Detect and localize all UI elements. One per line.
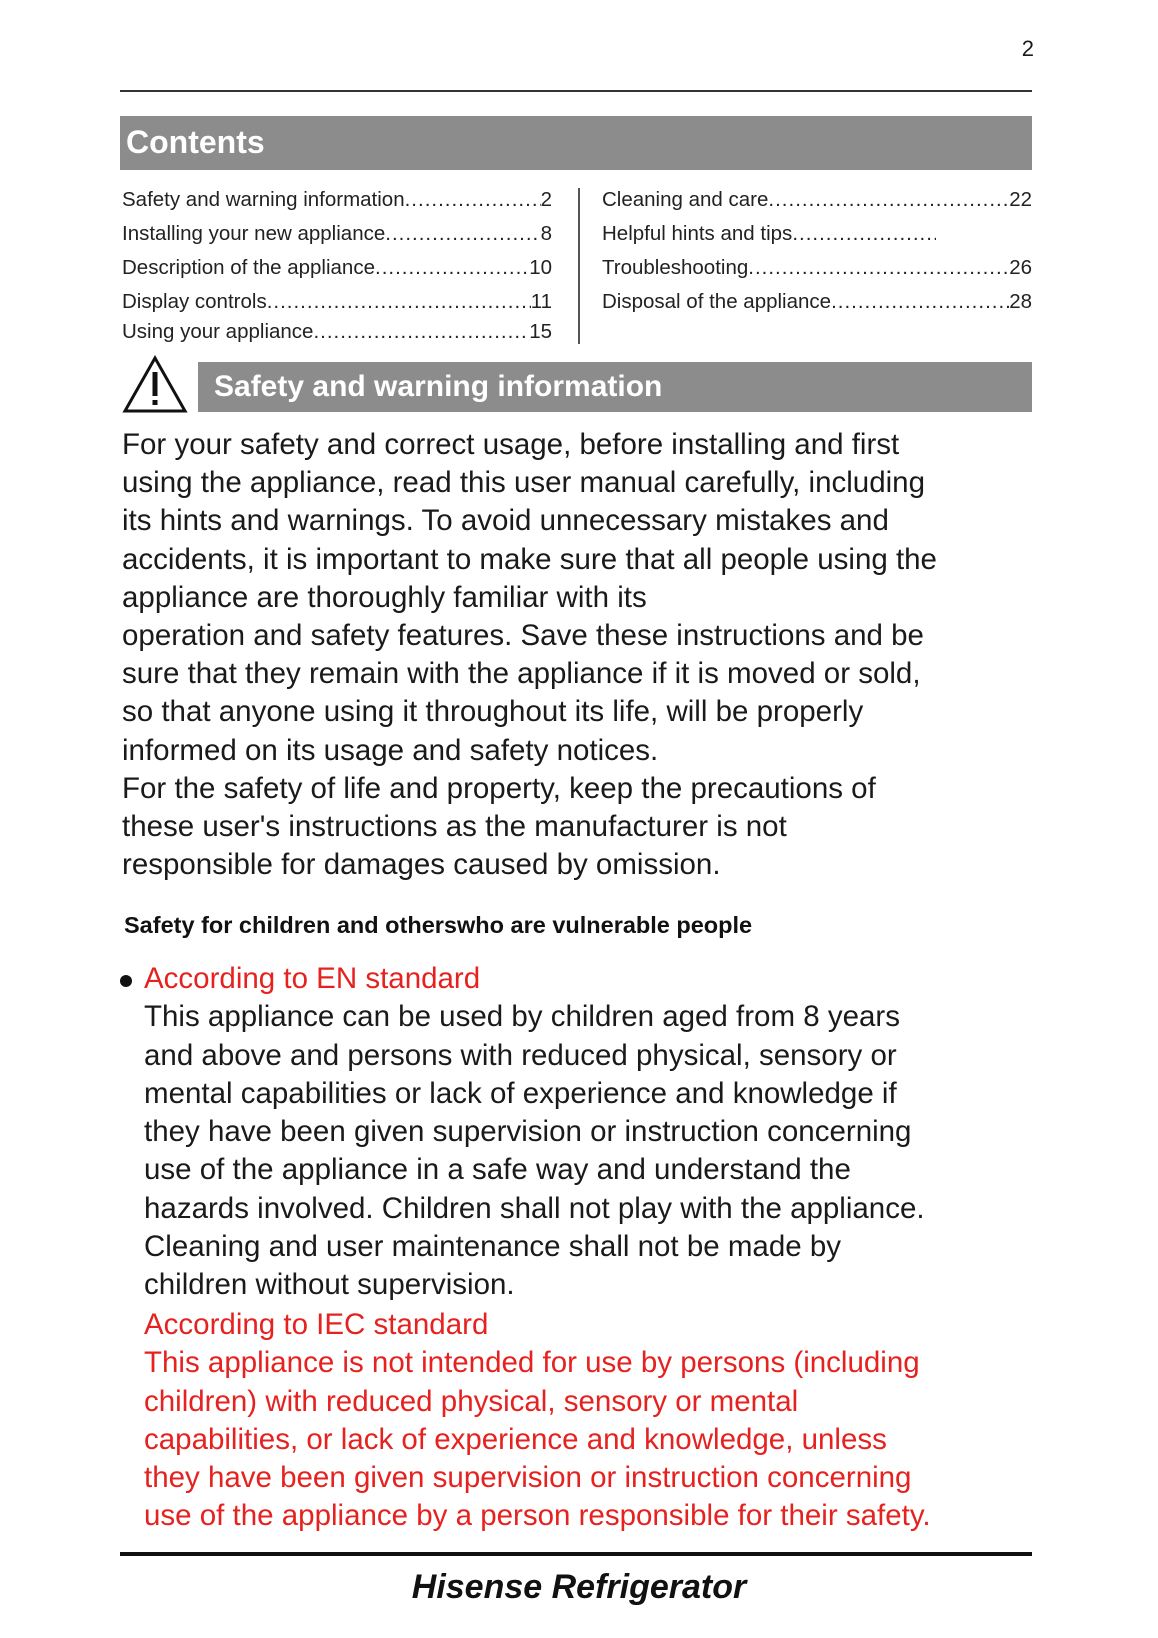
toc-entry-page: 26: [1009, 256, 1032, 279]
toc-entry-page: 15: [529, 320, 552, 343]
toc-entry[interactable]: [122, 319, 552, 347]
contents-heading: Contents: [126, 124, 265, 160]
en-standard-line: they have been given supervision or instruction concerning: [144, 1115, 912, 1149]
page-number: 2: [1021, 36, 1034, 61]
safety-intro-text: [122, 426, 1042, 884]
iec-standard-line: capabilities, or lack of experience and knowledge, unless: [144, 1422, 887, 1456]
toc-entry-title: Cleaning and care: [602, 188, 769, 211]
toc-entry-title: Safety and warning information: [122, 188, 405, 211]
intro-line: using the appliance, read this user manual carefully, including: [122, 466, 925, 500]
iec-standard-line: they have been given supervision or instruction concerning: [144, 1461, 912, 1495]
intro-line: responsible for damages caused by omission.: [122, 848, 721, 882]
footer-divider: [120, 1552, 1032, 1556]
intro-line: so that anyone using it throughout its life, will be properly: [122, 695, 864, 729]
en-standard-line: mental capabilities or lack of experience and knowledge if: [144, 1076, 897, 1110]
toc-right-column: [602, 183, 1032, 319]
en-standard-line: and above and persons with reduced physical, sensory or: [144, 1038, 897, 1072]
toc-entry-page: 10: [529, 256, 552, 279]
toc-entry-title: Helpful hints and tips: [602, 222, 793, 245]
safety-header-bar: [198, 362, 1032, 412]
iec-standard-line: This appliance is not intended for use by persons (including: [144, 1346, 920, 1380]
intro-line: accidents, it is important to make sure that all people using the: [122, 542, 937, 576]
toc-entry[interactable]: [602, 251, 1032, 285]
toc-entry-page: 8: [540, 222, 552, 245]
intro-line: appliance are thoroughly familiar with its: [122, 580, 647, 614]
iec-standard-heading: According to IEC standard: [144, 1308, 489, 1341]
toc-entry[interactable]: [602, 183, 1032, 217]
toc-leader-dots: [267, 285, 531, 319]
en-standard-line: children without supervision.: [144, 1268, 515, 1302]
bullet-icon: [120, 975, 132, 987]
toc-leader-dots: [748, 251, 1009, 285]
safety-heading: Safety and warning information: [214, 370, 663, 403]
toc-entry[interactable]: [602, 285, 1032, 319]
top-divider: [120, 90, 1032, 92]
en-standard-line: hazards involved. Children shall not play with the appliance.: [144, 1191, 925, 1225]
footer-brand: Hisense Refrigerator: [411, 1568, 747, 1606]
children-safety-heading: Safety for children and otherswho are vulnerable people: [124, 912, 753, 938]
toc-entry-title: Installing your new appliance: [122, 222, 386, 245]
intro-line: sure that they remain with the appliance if it is moved or sold,: [122, 657, 921, 691]
intro-line: these user's instructions as the manufacturer is not: [122, 809, 787, 843]
toc-entry[interactable]: [122, 251, 552, 285]
intro-line: For the safety of life and property, keep the precautions of: [122, 771, 876, 805]
toc-left-column: [122, 183, 552, 347]
toc-entry[interactable]: [122, 183, 552, 217]
en-standard-line: use of the appliance in a safe way and understand the: [144, 1153, 851, 1187]
warning-triangle-icon: [122, 354, 188, 414]
intro-line: informed on its usage and safety notices.: [122, 733, 659, 767]
toc-entry[interactable]: [122, 217, 552, 251]
toc-entry[interactable]: [602, 217, 1032, 251]
toc-entry-title: Troubleshooting: [602, 256, 749, 279]
toc-entry-title: Using your appliance: [122, 320, 314, 343]
toc-entry-title: Disposal of the appliance: [602, 290, 832, 313]
toc-entry-title: Display controls: [122, 290, 267, 313]
toc-entry-title: Description of the appliance: [122, 256, 375, 279]
iec-standard-line: use of the appliance by a person responsible for their safety.: [144, 1499, 931, 1533]
intro-line: For your safety and correct usage, before installing and first: [122, 428, 900, 461]
toc-entry-page: 22: [1009, 188, 1032, 211]
toc-leader-dots: [831, 285, 1009, 319]
en-standard-line: Cleaning and user maintenance shall not be made by: [144, 1230, 841, 1264]
toc-leader-dots: [405, 183, 541, 217]
en-standard-line: This appliance can be used by children aged from 8 years: [144, 1000, 900, 1034]
toc-leader-dots: [375, 251, 529, 285]
intro-line: its hints and warnings. To avoid unnecessary mistakes and: [122, 504, 889, 538]
toc-entry-page: 2: [540, 188, 552, 211]
toc-entry-page: 28: [1009, 290, 1032, 313]
intro-line: operation and safety features. Save these instructions and be: [122, 618, 924, 652]
toc-leader-dots: [792, 217, 936, 251]
contents-header-bar: [120, 116, 1032, 170]
toc-entry-page: 11: [530, 290, 552, 313]
iec-standard-line: children) with reduced physical, sensory or mental: [144, 1384, 799, 1418]
toc-leader-dots: [768, 183, 1009, 217]
toc-column-divider: [578, 188, 580, 344]
toc-leader-dots: [313, 319, 529, 347]
iec-standard-block: [144, 1306, 1044, 1536]
toc-entry[interactable]: [122, 285, 552, 319]
toc-leader-dots: [385, 217, 540, 251]
en-standard-heading: According to EN standard: [144, 962, 481, 995]
en-standard-block: [144, 960, 1044, 1305]
